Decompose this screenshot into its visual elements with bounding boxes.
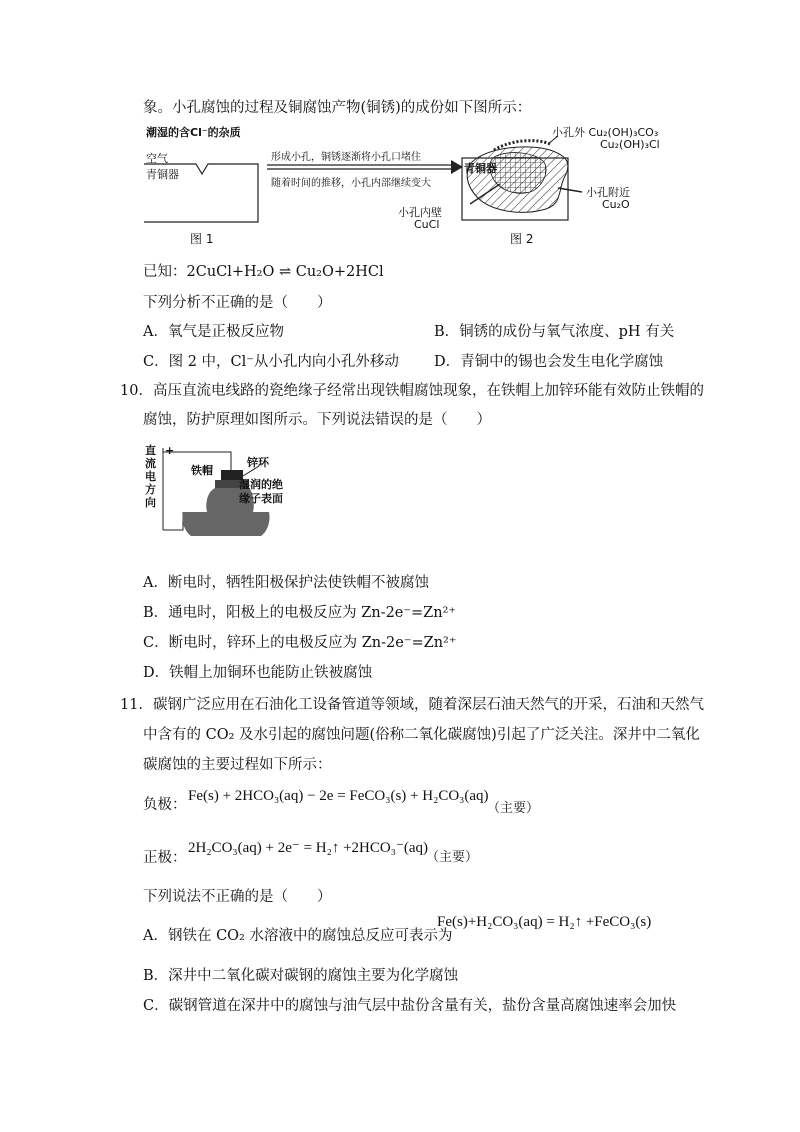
intro-text: 象。小孔腐蚀的过程及铜腐蚀产物(铜锈)的成份如下图所示： (143, 100, 532, 116)
q10-option-a[interactable]: A．断电时，牺牲阳极保护法使铁帽不被腐蚀 (143, 575, 429, 591)
q11-option-a-equation: Fe(s)+H₂CO₃(aq) = H₂↑ +FeCO₃(s) (437, 914, 652, 930)
fig2-bronze-label: 青铜器 (464, 162, 497, 175)
q11-option-a-text: A．钢铁在 CO₂ 水溶液中的腐蚀总反应可表示为 (143, 928, 453, 944)
q10-option-b[interactable]: B．通电时，阳极上的电极反应为 Zn-2e⁻=Zn²⁺ (143, 605, 457, 621)
fig3-side-char-5: 向 (145, 496, 156, 509)
positive-electrode-note: （主要） (426, 850, 479, 865)
q9-option-c[interactable]: C．图 2 中，Cl⁻从小孔内向小孔外移动 (143, 354, 399, 370)
q11-option-c[interactable]: C．碳钢管道在深井中的腐蚀与油气层中盐份含量有关，盐份含量高腐蚀速率会加快 (143, 998, 677, 1014)
q10-option-d[interactable]: D．铁帽上加铜环也能防止铁被腐蚀 (143, 665, 373, 681)
q10-option-c[interactable]: C．断电时，锌环上的电极反应为 Zn-2e⁻=Zn²⁺ (143, 635, 457, 651)
fig1-air-label: 空气 (146, 152, 168, 165)
fig2-near-label-2: Cu₂O (602, 198, 630, 211)
known-equation: 已知：2CuCl+H₂O ⇌ Cu₂O+2HCl (143, 264, 384, 280)
q9-option-a[interactable]: A．氧气是正极反应物 (143, 324, 284, 340)
positive-electrode-equation: 2H₂CO₃(aq) + 2e⁻ = H₂↑ +2HCO₃⁻(aq) (188, 840, 429, 856)
figure-3 (143, 440, 283, 545)
fig2-outer-label-2: Cu₂(OH)₃Cl (600, 138, 660, 151)
q11-option-a[interactable] (143, 926, 452, 946)
arrow-text-2: 随着时间的推移，小孔内部继续变大 (271, 178, 431, 189)
fig3-side-label (145, 444, 175, 509)
arrow-text-1: 形成小孔，铜锈逐渐将小孔口堵住 (271, 152, 421, 163)
fig3-surface-label-1: 湿润的绝 (239, 478, 283, 491)
fig1-impurity-label: 潮湿的含Cl⁻的杂质 (146, 126, 241, 139)
fig3-surface-label-2: 缘子表面 (239, 492, 283, 505)
negative-electrode-label: 负极： (143, 797, 187, 813)
fig1-bronze-label: 青铜器 (146, 168, 179, 181)
fig3-zinc-label: 锌环 (247, 456, 269, 469)
q11-stem-line-3: 碳腐蚀的主要过程如下所示： (143, 757, 332, 773)
fig3-side-char-2: 流 (145, 457, 156, 470)
q11-stem-line-2: 中含有的 CO₂ 及水引起的腐蚀问题(俗称二氧化碳腐蚀)引起了广泛关注。深井中二氧化 (143, 727, 700, 743)
q9-option-d[interactable]: D．青铜中的锡也会发生电化学腐蚀 (434, 354, 664, 370)
q11-stem-line-1: 11．碳钢广泛应用在石油化工设备管道等领域，随着深层石油天然气的开采，石油和天然气 (120, 697, 704, 713)
fig2-outer-label-1: 小孔外 Cu₂(OH)₃CO₃ (552, 126, 659, 139)
fig3-plus-sign: + (165, 444, 175, 457)
q11-prompt: 下列说法不正确的是（ ） (143, 889, 332, 905)
fig3-side-char-3: 电 (145, 470, 156, 483)
fig3-cap-label: 铁帽 (191, 464, 213, 477)
positive-electrode-label: 正极： (143, 850, 187, 866)
fig2-inner-label-1: 小孔内壁 (398, 206, 442, 219)
figure-2 (398, 122, 690, 247)
fig2-near-label-1: 小孔附近 (586, 186, 630, 199)
fig3-side-char-4: 方 (145, 483, 156, 496)
q9-option-b[interactable]: B．铜锈的成份与氧气浓度、pH 有关 (434, 324, 675, 340)
fig2-caption: 图 2 (510, 232, 534, 246)
negative-electrode-equation: Fe(s) + 2HCO₃(aq) − 2e = FeCO₃(s) + H₂CO₃(aq) (188, 788, 489, 804)
q9-prompt: 下列分析不正确的是（ ） (143, 295, 332, 311)
fig1-caption: 图 1 (190, 232, 214, 246)
q10-stem-line-1: 10．高压直流电线路的瓷绝缘子经常出现铁帽腐蚀现象，在铁帽上加锌环能有效防止铁帽的 (120, 383, 704, 399)
q10-stem-line-2: 腐蚀，防护原理如图所示。下列说法错误的是（ ） (143, 412, 491, 428)
q11-option-b[interactable]: B．深井中二氧化碳对碳钢的腐蚀主要为化学腐蚀 (143, 968, 459, 984)
fig2-inner-label-2: CuCl (414, 218, 440, 231)
negative-electrode-note: （主要） (487, 801, 540, 816)
fig3-side-char-1: 直 (145, 444, 156, 457)
